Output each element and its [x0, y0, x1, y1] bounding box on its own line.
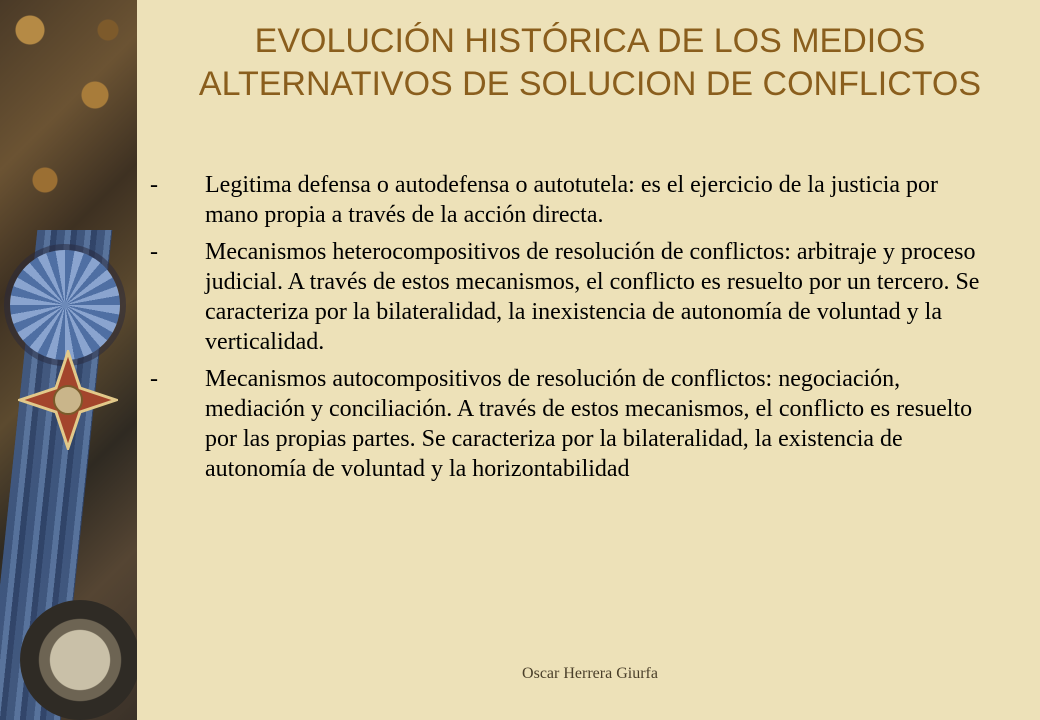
bullet-list [150, 170, 980, 491]
list-item [150, 364, 980, 484]
footer-author: Oscar Herrera Giurfa [522, 665, 658, 682]
list-item-text: Legitima defensa o autodefensa o autotutela: es el ejercicio de la justicia por mano propia a través de la acción directa. [205, 172, 939, 228]
cross-medal-icon [18, 350, 118, 450]
list-item [150, 170, 980, 230]
medal-and-compass-image [0, 0, 137, 720]
bullet-dash: - [150, 172, 158, 198]
rosette-decoration [10, 250, 120, 360]
bullet-dash: - [150, 239, 158, 265]
compass-decoration [20, 600, 137, 720]
slide-title: EVOLUCIÓN HISTÓRICA DE LOS MEDIOS ALTERNATIVOS DE SOLUCION DE CONFLICTOS [198, 22, 982, 103]
list-item-text: Mecanismos autocompositivos de resolución de conflictos: negociación, mediación y conciliación. A través de estos mecanismos, el conflicto es resuelto por las propias partes. Se caracteriza por la bilateralidad, la existencia de autonomía de voluntad y la horizontabilidad [205, 366, 973, 482]
bullet-dash: - [150, 366, 158, 392]
list-item [150, 237, 980, 357]
list-item-text: Mecanismos heterocompositivos de resolución de conflictos: arbitraje y proceso judicial. A través de estos mecanismos, el conflicto es resuelto por un tercero. Se caracteriza por la bilateralidad, la inexistencia de autonomía de voluntad y la verticalidad. [205, 239, 980, 355]
